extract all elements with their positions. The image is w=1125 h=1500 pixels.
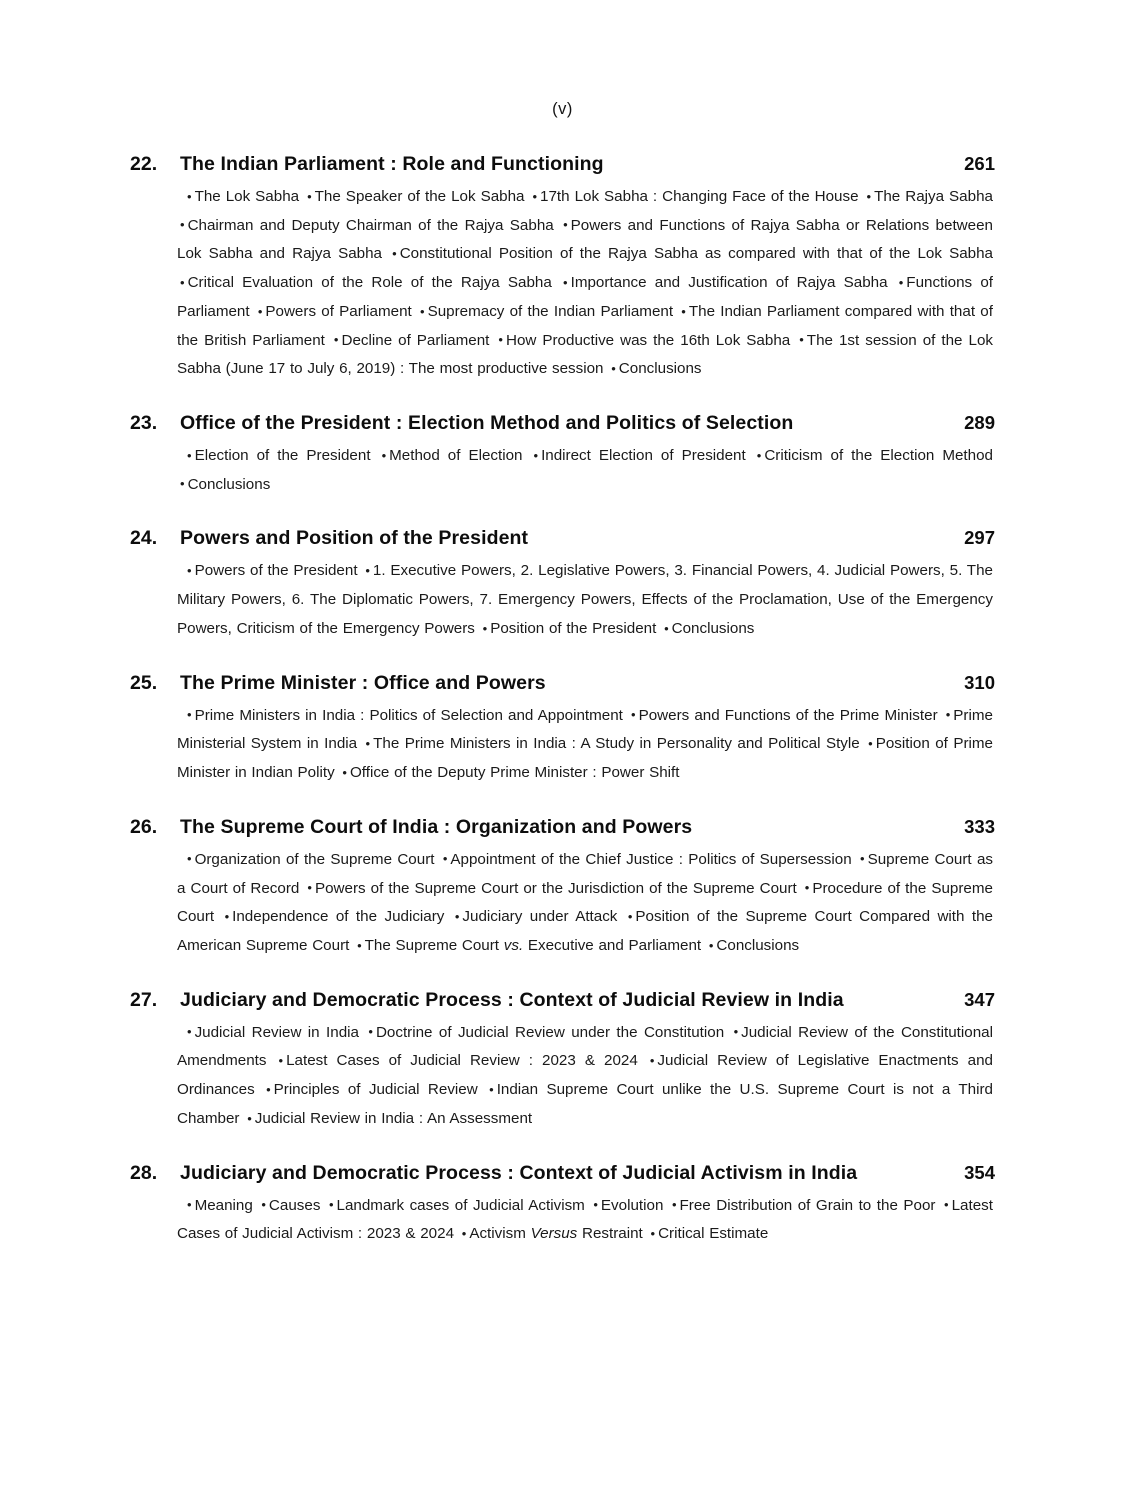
bullet-icon: • xyxy=(442,851,448,867)
toc-entry[interactable] xyxy=(130,153,995,384)
bullet-icon: • xyxy=(257,303,263,319)
toc-entry-page-number: 289 xyxy=(964,412,995,434)
toc-subtopic: Procedure of the Supreme Court xyxy=(177,879,993,926)
toc-subtopic: Importance and Justification of Rajya Sabha xyxy=(570,274,888,292)
toc-entry-header xyxy=(130,989,995,1012)
toc-subtopic: Doctrine of Judicial Review under the Constitution xyxy=(375,1023,725,1041)
toc-subtopic: The Supreme Court vs. Executive and Parliament xyxy=(364,936,702,954)
bullet-icon: • xyxy=(945,707,951,723)
bullet-icon: • xyxy=(454,908,460,924)
toc-subtopic: Independence of the Judiciary xyxy=(232,908,445,926)
bullet-icon: • xyxy=(187,447,192,463)
toc-subtopic: Free Distribution of Grain to the Poor xyxy=(679,1196,936,1214)
bullet-icon: • xyxy=(187,851,192,867)
toc-subtopic: The Prime Ministers in India : A Study in Personality and Political Style xyxy=(373,735,860,753)
bullet-icon: • xyxy=(187,1197,192,1213)
toc-subtopic: Supremacy of the Indian Parliament xyxy=(427,302,674,320)
toc-entry[interactable] xyxy=(130,412,995,499)
toc-subtopic: Position of Prime Minister in Indian Polity xyxy=(177,735,993,782)
bullet-icon: • xyxy=(328,1197,334,1213)
bullet-icon: • xyxy=(187,1024,192,1040)
toc-entry-number: 28. xyxy=(130,1161,158,1184)
toc-entry[interactable] xyxy=(130,527,995,643)
toc-subtopic: Powers of the President xyxy=(194,562,358,580)
toc-subtopic: Constitutional Position of the Rajya Sabha as compared with that of the Lok Sabha xyxy=(399,245,993,263)
toc-entry[interactable] xyxy=(130,989,995,1134)
bullet-icon: • xyxy=(498,332,503,348)
bullet-icon: • xyxy=(593,1197,598,1213)
toc-entry-title[interactable]: Office of the President : Election Method and Politics of Selection xyxy=(180,412,794,435)
toc-entry-header xyxy=(130,412,995,435)
toc-entry-title[interactable]: The Prime Minister : Office and Powers xyxy=(180,671,546,694)
bullet-icon: • xyxy=(563,274,568,290)
toc-subtopic: Evolution xyxy=(600,1196,664,1214)
toc-entry-subtopics xyxy=(177,1019,995,1134)
toc-subtopic: Critical Evaluation of the Role of the Rajya Sabha xyxy=(187,274,552,292)
bullet-icon: • xyxy=(532,188,538,204)
toc-entry-number: 22. xyxy=(130,153,158,175)
toc-entry-header xyxy=(130,816,995,839)
bullet-icon: • xyxy=(756,447,762,463)
toc-subtopic: Judicial Review in India : An Assessment xyxy=(254,1109,533,1127)
bullet-icon: • xyxy=(489,1081,494,1097)
toc-entry-title[interactable]: Powers and Position of the President xyxy=(180,527,529,550)
bullet-icon: • xyxy=(180,476,185,492)
bullet-icon: • xyxy=(392,246,397,262)
toc-entry[interactable] xyxy=(130,672,995,788)
toc-subtopic: Powers and Functions of Rajya Sabha or Relations between Lok Sabha and Rajya Sabha xyxy=(177,216,993,263)
toc-subtopic: Criticism of the Election Method xyxy=(764,447,993,465)
toc-entry-subtopics xyxy=(177,846,995,961)
toc-entry-subtopics xyxy=(177,1192,995,1249)
bullet-icon: • xyxy=(333,332,339,348)
bullet-icon: • xyxy=(342,764,347,780)
toc-subtopic: Prime Ministers in India : Politics of Selection and Appointment xyxy=(194,706,623,724)
toc-entry-header xyxy=(130,1162,995,1185)
toc-subtopic: The Indian Parliament compared with that of the British Parliament xyxy=(177,302,993,349)
toc-subtopic: 17th Lok Sabha : Changing Face of the House xyxy=(540,188,859,205)
bullet-icon: • xyxy=(611,361,616,377)
bullet-icon: • xyxy=(631,707,636,723)
bullet-icon: • xyxy=(681,303,686,319)
toc-subtopic: Conclusions xyxy=(618,360,702,378)
toc-subtopic: The Rajya Sabha xyxy=(874,188,993,205)
toc-entry-title[interactable]: Judiciary and Democratic Process : Context of Judicial Activism in India xyxy=(180,1161,858,1184)
toc-entry-page-number: 333 xyxy=(964,815,995,837)
toc-entry-header xyxy=(130,153,995,176)
bullet-icon: • xyxy=(368,1024,373,1040)
toc-entry-header xyxy=(130,672,995,695)
bullet-icon: • xyxy=(868,736,873,752)
toc-entry-subtopics xyxy=(177,557,995,643)
bullet-icon: • xyxy=(180,217,185,233)
toc-subtopic: Decline of Parliament xyxy=(341,331,490,349)
bullet-icon: • xyxy=(708,937,714,953)
bullet-icon: • xyxy=(180,274,185,290)
toc-subtopic: Conclusions xyxy=(671,619,755,637)
bullet-icon: • xyxy=(860,851,865,867)
toc-subtopic: Principles of Judicial Review xyxy=(273,1081,478,1099)
toc-subtopic: Meaning xyxy=(194,1196,253,1214)
bullet-icon: • xyxy=(365,736,371,752)
toc-entry-page-number: 261 xyxy=(964,153,995,174)
toc-subtopic: Latest Cases of Judicial Activism : 2023 & 2024 xyxy=(177,1196,993,1243)
bullet-icon: • xyxy=(898,274,904,290)
bullet-icon: • xyxy=(650,1225,656,1241)
toc-subtopic: Activism Versus Restraint xyxy=(469,1225,643,1243)
bullet-icon: • xyxy=(420,303,425,319)
toc-subtopic: Critical Estimate xyxy=(658,1225,769,1243)
bullet-icon: • xyxy=(307,188,312,204)
toc-subtopic: Judicial Review of the Constitutional Amendments xyxy=(177,1023,993,1070)
toc-subtopic: The Lok Sabha xyxy=(194,188,300,205)
toc-entry-header xyxy=(130,527,995,550)
toc-list xyxy=(130,153,995,1249)
toc-subtopic: Supreme Court as a Court of Record xyxy=(177,850,993,897)
toc-subtopic: Election of the President xyxy=(194,447,371,465)
toc-subtopic: Method of Election xyxy=(389,447,523,465)
bullet-icon: • xyxy=(187,707,192,723)
bullet-icon: • xyxy=(563,217,568,233)
toc-subtopic: Prime Ministerial System in India xyxy=(177,706,993,753)
toc-subtopic: Conclusions xyxy=(716,936,800,954)
toc-subtopic: Position of the Supreme Court Compared with the American Supreme Court xyxy=(177,908,993,954)
toc-subtopic: Causes xyxy=(268,1196,321,1214)
toc-entry-title[interactable]: Judiciary and Democratic Process : Context of Judicial Review in India xyxy=(180,988,844,1011)
toc-entry-title[interactable]: The Indian Parliament : Role and Functioning xyxy=(180,153,604,175)
toc-entry[interactable] xyxy=(130,1162,995,1249)
bullet-icon: • xyxy=(278,1053,284,1069)
toc-subtopic: Conclusions xyxy=(187,475,271,493)
toc-subtopic: Powers of Parliament xyxy=(265,302,412,320)
toc-subtopic: Judicial Review of Legislative Enactments and Ordinances xyxy=(177,1052,993,1099)
toc-subtopic: Judiciary under Attack xyxy=(462,908,618,926)
bullet-icon: • xyxy=(799,332,804,348)
toc-subtopic: Landmark cases of Judicial Activism xyxy=(336,1196,585,1214)
toc-subtopic: Indirect Election of President xyxy=(541,447,746,465)
bullet-icon: • xyxy=(266,1081,271,1097)
toc-subtopic: The 1st session of the Lok Sabha (June 17 to July 6, 2019) : The most productive session xyxy=(177,331,993,378)
toc-entry-subtopics xyxy=(177,183,995,384)
toc-subtopic: Powers of the Supreme Court or the Jurisdiction of the Supreme Court xyxy=(314,879,797,897)
toc-entry-number: 24. xyxy=(130,527,158,550)
toc-entry-subtopics xyxy=(177,442,995,499)
bullet-icon: • xyxy=(461,1225,467,1241)
bullet-icon: • xyxy=(664,620,669,636)
toc-subtopic: Appointment of the Chief Justice : Politics of Supersession xyxy=(450,850,852,868)
bullet-icon: • xyxy=(533,447,539,463)
toc-subtopic: The Speaker of the Lok Sabha xyxy=(314,188,525,205)
bullet-icon: • xyxy=(804,880,810,896)
toc-entry-number: 23. xyxy=(130,412,158,435)
toc-entry-page-number: 310 xyxy=(964,671,995,693)
toc-entry-page-number: 297 xyxy=(964,527,995,549)
bullet-icon: • xyxy=(261,1197,266,1213)
toc-entry-page-number: 347 xyxy=(964,988,995,1010)
toc-entry[interactable] xyxy=(130,816,995,961)
toc-entry-page-number: 354 xyxy=(964,1161,995,1183)
bullet-icon: • xyxy=(733,1024,739,1040)
toc-subtopic: Powers and Functions of the Prime Minister xyxy=(638,706,938,724)
bullet-icon: • xyxy=(357,937,362,953)
toc-subtopic: Latest Cases of Judicial Review : 2023 & 2024 xyxy=(286,1052,638,1070)
toc-entry-number: 25. xyxy=(130,671,158,694)
bullet-icon: • xyxy=(866,188,872,204)
toc-subtopic: Office of the Deputy Prime Minister : Power Shift xyxy=(349,764,680,782)
bullet-icon: • xyxy=(187,188,192,204)
toc-subtopic: 1. Executive Powers, 2. Legislative Powers, 3. Financial Powers, 4. Judicial Powers, 5. The Military Powers, 6. The Diplomatic Powers, 7. Emergency Powers, Effects of the Proclamation, Use of the Emergency Powers, Criticism of the Emergency Powers xyxy=(177,562,993,637)
toc-subtopic: How Productive was the 16th Lok Sabha xyxy=(505,331,791,349)
toc-entry-number: 26. xyxy=(130,815,158,838)
bullet-icon: • xyxy=(187,563,192,579)
bullet-icon: • xyxy=(381,447,387,463)
bullet-icon: • xyxy=(482,620,488,636)
toc-entry-number: 27. xyxy=(130,988,158,1011)
toc-subtopic: Functions of Parliament xyxy=(177,274,993,320)
bullet-icon: • xyxy=(671,1197,677,1213)
bullet-icon: • xyxy=(649,1053,655,1069)
page-number: (v) xyxy=(552,100,573,118)
toc-subtopic: Judicial Review in India xyxy=(194,1023,359,1041)
toc-subtopic: Chairman and Deputy Chairman of the Rajya Sabha xyxy=(187,216,554,234)
toc-subtopic: Organization of the Supreme Court xyxy=(194,850,435,868)
toc-entry-title[interactable]: The Supreme Court of India : Organization and Powers xyxy=(180,815,693,838)
toc-subtopic: Position of the President xyxy=(490,619,657,637)
toc-subtopic: Indian Supreme Court unlike the U.S. Supreme Court is not a Third Chamber xyxy=(177,1081,993,1127)
toc-entry-subtopics xyxy=(177,702,995,788)
bullet-icon: • xyxy=(247,1110,252,1126)
bullet-icon: • xyxy=(627,908,633,924)
bullet-icon: • xyxy=(307,880,312,896)
bullet-icon: • xyxy=(365,563,370,579)
bullet-icon: • xyxy=(224,908,230,924)
bullet-icon: • xyxy=(944,1197,949,1213)
